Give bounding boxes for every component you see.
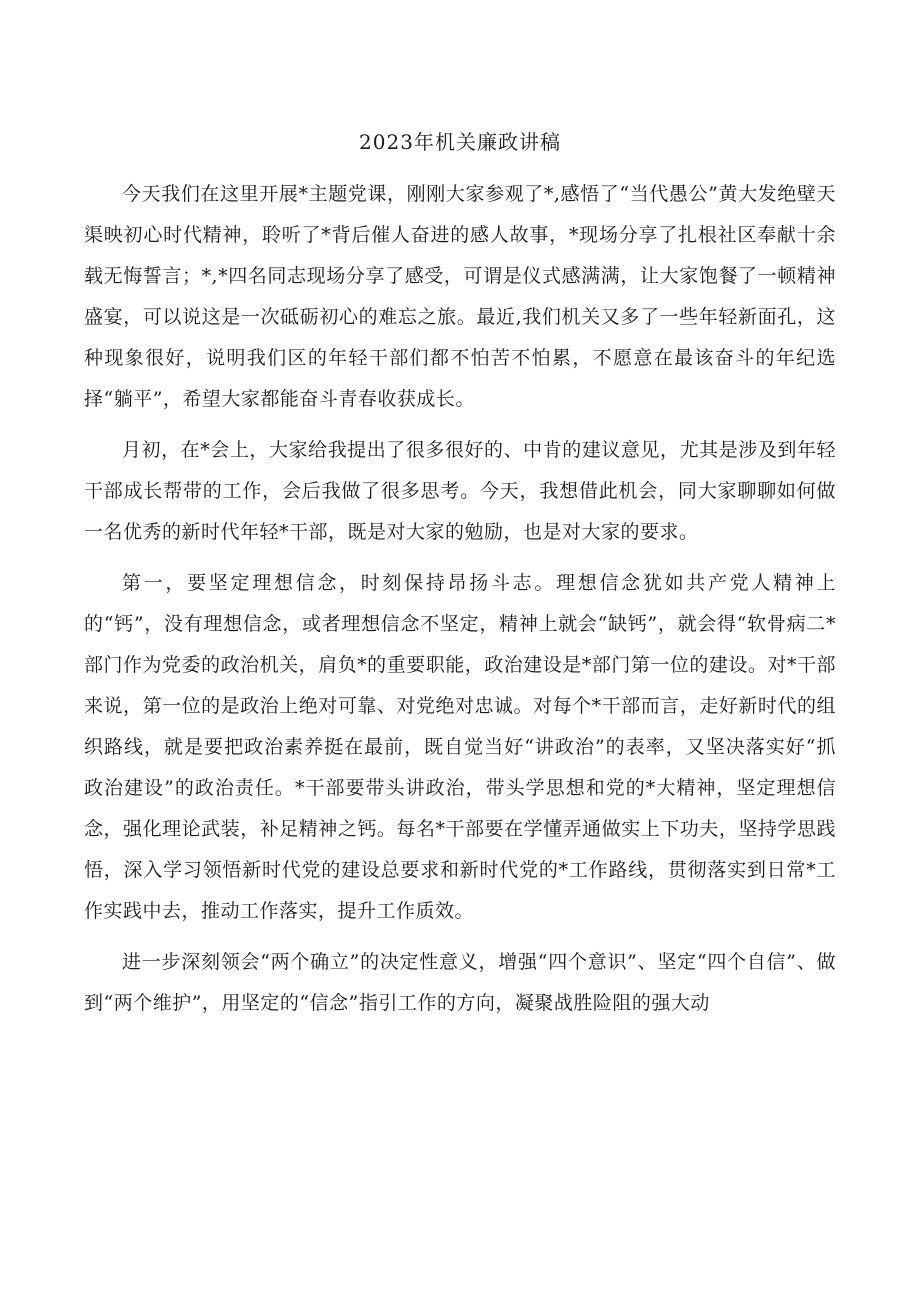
document-title: 2023年机关廉政讲稿 [359,130,561,154]
paragraph-1: 今天我们在这里开展*主题党课，刚刚大家参观了*,感悟了“当代愚公”黄大发绝壁天渠映初心时代精神，聆听了*背后催人奋进的感人故事，*现场分享了扎根社区奉献十余载无悔誓言；*,*四名同志现场分享了感受，可谓是仪式感满满，让大家饱餐了一顿精神盛宴，可以说这是一次砥砺初心的难忘之旅。最近,我们机关又多了一些年轻新面孔，这种现象很好，说明我们区的年轻干部们都不怕苦不怕累，不愿意在最该奋斗的年纪选择“躺平”，希望大家都能奋斗青春收获成长。 [84,183,836,410]
paragraph-3: 第一，要坚定理想信念，时刻保持昂扬斗志。理想信念犹如共产党人精神上的“钙”，没有理想信念，或者理想信念不坚定，精神上就会“缺钙”，就会得“软骨病二*部门作为党委的政治机关，肩负*的重要职能，政治建设是*部门第一位的建设。对*干部来说，第一位的是政治上绝对可靠、对党绝对忠诚。对每个*干部而言，走好新时代的组织路线，就是要把政治素养挺在最前，既自觉当好“讲政治”的表率，又坚决落实好“抓政治建设”的政治责任。*干部要带头讲政治，带头学思想和党的*大精神，坚定理想信念，强化理论武装，补足精神之钙。每名*干部要在学懂弄通做实上下功夫，坚持学思践悟，深入学习领悟新时代党的建设总要求和新时代党的*工作路线，贯彻落实到日常*工作实践中去，推动工作落实，提升工作质效。 [84,572,836,922]
document-body [84,174,836,1034]
paragraph-2: 月初，在*会上，大家给我提出了很多很好的、中肯的建议意见，尤其是涉及到年轻干部成长帮带的工作，会后我做了很多思考。今天，我想借此机会，同大家聊聊如何做一名优秀的新时代年轻*干部，既是对大家的勉励，也是对大家的要求。 [84,439,836,543]
paragraph-4: 进一步深刻领会“两个确立”的决定性意义，增强“四个意识”、坚定“四个自信”、做到“两个维护”，用坚定的“信念”指引工作的方向，凝聚战胜险阻的强大动 [84,951,836,1014]
